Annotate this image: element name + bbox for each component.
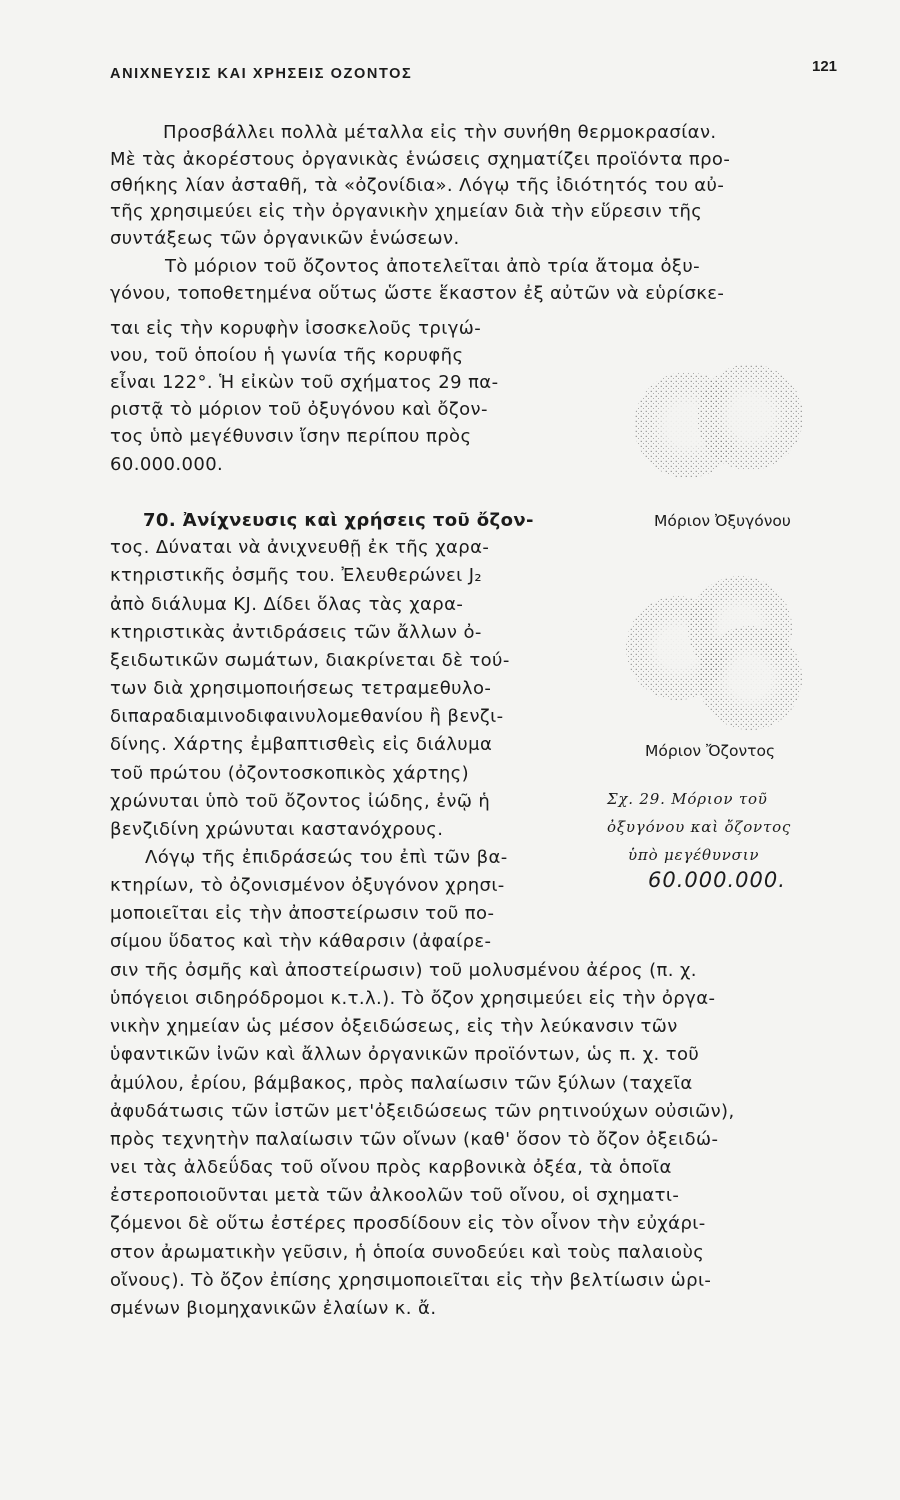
section-heading: 70. Ἀνίχνευσις καὶ χρήσεις τοῦ ὄζον- <box>143 510 534 531</box>
oxygen-caption: Μόριον Ὀξυγόνου <box>654 512 791 530</box>
figure-caption-line: ὑπὸ μεγέθυνσιν <box>628 846 760 864</box>
text-line: διπαραδιαμινοδιφαινυλομεθανίου ἢ βενζι- <box>110 706 504 727</box>
figure-caption-line: Σχ. 29. Μόριον τοῦ <box>607 790 768 808</box>
text-line: Μὲ τὰς ἀκορέστους ὀργανικὰς ἑνώσεις σχηματίζει προϊόντα προ- <box>110 149 731 170</box>
ozone-caption: Μόριον Ὄζοντος <box>645 742 776 760</box>
ozone-molecule-figure <box>600 568 835 738</box>
text-line: κτηρίων, τὸ ὀζονισμένον ὀξυγόνον χρησι- <box>110 875 505 896</box>
text-line: συντάξεως τῶν ὀργανικῶν ἑνώσεων. <box>110 228 460 249</box>
text-line: σμένων βιομηχανικῶν ἐλαίων κ. ἄ. <box>110 1298 437 1319</box>
text-line: χρώνυται ὑπὸ τοῦ ὄζοντος ἰώδης, ἐνῷ ἡ <box>110 791 491 812</box>
text-line: κτηριστικὰς ἀντιδράσεις τῶν ἄλλων ὀ- <box>110 622 482 643</box>
text-line: εἶναι 122°. Ἡ εἰκὼν τοῦ σχήματος 29 πα- <box>110 372 499 393</box>
page-number: 121 <box>812 58 838 75</box>
text-line: ὑφαντικῶν ἰνῶν καὶ ἄλλων ὀργανικῶν προϊόντων, ὡς π. χ. τοῦ <box>110 1044 700 1065</box>
text-line: Προσβάλλει πολλὰ μέταλλα εἰς τὴν συνήθη θερμοκρασίαν. <box>163 122 717 143</box>
text-line: στον ἀρωματικὴν γεῦσιν, ἡ ὁποία συνοδεύει καὶ τοὺς παλαιοὺς <box>110 1242 705 1263</box>
text-line: ζόμενοι δὲ οὕτω ἐστέρες προσδίδουν εἰς τὸν οἶνον τὴν εὐχάρι- <box>110 1213 706 1234</box>
text-line: ἀφυδάτωσις τῶν ἰστῶν μετ'ὀξειδώσεως τῶν ρητινούχων οὐσιῶν), <box>110 1101 735 1122</box>
text-line: ται εἰς τὴν κορυφὴν ἰσοσκελοῦς τριγώ- <box>110 318 482 339</box>
text-line: Τὸ μόριον τοῦ ὄζοντος ἀποτελεῖται ἀπὸ τρία ἄτομα ὀξυ- <box>165 256 701 277</box>
text-line: τοῦ πρώτου (ὀζοντοσκοπικὸς χάρτης) <box>110 763 470 784</box>
text-line: σιν τῆς ὀσμῆς καὶ ἀποστείρωσιν) τοῦ μολυσμένου ἀέρος (π. χ. <box>110 960 697 981</box>
text-line: νου, τοῦ ὁποίου ἡ γωνία τῆς κορυφῆς <box>110 345 464 366</box>
text-line: τος ὑπὸ μεγέθυνσιν ἴσην περίπου πρὸς <box>110 426 472 447</box>
text-line: των διὰ χρησιμοποιήσεως τετραμεθυλο- <box>110 678 492 699</box>
text-line: σθήκης λίαν ἀσταθῆ, τὰ «ὀζονίδια». Λόγῳ τῆς ἰδιότητός του αὐ- <box>110 175 725 196</box>
text-line: τος. Δύναται νὰ ἀνιχνευθῇ ἐκ τῆς χαρα- <box>110 537 490 558</box>
figure-caption-line: ὀξυγόνου καὶ ὄζοντος <box>607 818 792 836</box>
running-header: ΑΝΙΧΝΕΥΣΙΣ ΚΑΙ ΧΡΗΣΕΙΣ ΟΖΟΝΤΟΣ <box>110 66 413 82</box>
text-line: ἐστεροποιοῦνται μετὰ τῶν ἀλκοολῶν τοῦ οἴνου, οἱ σχηματι- <box>110 1185 680 1206</box>
text-line: οἴνους). Τὸ ὄζον ἐπίσης χρησιμοποιεῖται εἰς τὴν βελτίωσιν ὡρι- <box>110 1270 712 1291</box>
text-line: 60.000.000. <box>110 454 224 475</box>
text-line: ξειδωτικῶν σωμάτων, διακρίνεται δὲ τού- <box>110 650 510 671</box>
figure-magnification: 60.000.000. <box>648 868 786 892</box>
text-line: πρὸς τεχνητὴν παλαίωσιν τῶν οἴνων (καθ' ὅσον τὸ ὄζον ὀξειδώ- <box>110 1129 719 1150</box>
text-line: νει τὰς ἀλδεΰδας τοῦ οἴνου πρὸς καρβονικὰ ὀξέα, τὰ ὁποῖα <box>110 1157 672 1178</box>
text-line: βενζιδίνη χρώνυται καστανόχρους. <box>110 819 444 840</box>
text-line: ἀμύλου, ἐρίου, βάμβακος, πρὸς παλαίωσιν τῶν ξύλων (ταχεῖα <box>110 1073 693 1094</box>
text-line: τῆς χρησιμεύει εἰς τὴν ὀργανικὴν χημείαν διὰ τὴν εὕρεσιν τῆς <box>110 201 703 222</box>
oxygen-molecule-figure <box>625 355 835 505</box>
text-line: γόνου, τοποθετημένα οὕτως ὥστε ἕκαστον ἐξ αὐτῶν νὰ εὑρίσκε- <box>110 283 725 304</box>
text-line: Λόγῳ τῆς ἐπιδράσεώς του ἐπὶ τῶν βα- <box>145 847 508 868</box>
text-line: ἀπὸ διάλυμα KJ. Δίδει ὅλας τὰς χαρα- <box>110 594 464 615</box>
text-line: δίνης. Χάρτης ἐμβαπτισθεὶς εἰς διάλυμα <box>110 734 493 755</box>
text-line: σίμου ὕδατος καὶ τὴν κάθαρσιν (ἀφαίρε- <box>110 931 492 952</box>
text-line: ριστᾷ τὸ μόριον τοῦ ὀξυγόνου καὶ ὄζον- <box>110 399 488 420</box>
text-line: ὑπόγειοι σιδηρόδρομοι κ.τ.λ.). Τὸ ὄζον χρησιμεύει εἰς τὴν ὀργα- <box>110 988 716 1009</box>
text-line: μοποιεῖται εἰς τὴν ἀποστείρωσιν τοῦ πο- <box>110 903 495 924</box>
text-line: νικὴν χημείαν ὡς μέσον ὀξειδώσεως, εἰς τὴν λεύκανσιν τῶν <box>110 1016 678 1037</box>
text-line: κτηριστικῆς ὀσμῆς του. Ἐλευθερώνει J₂ <box>110 565 483 586</box>
